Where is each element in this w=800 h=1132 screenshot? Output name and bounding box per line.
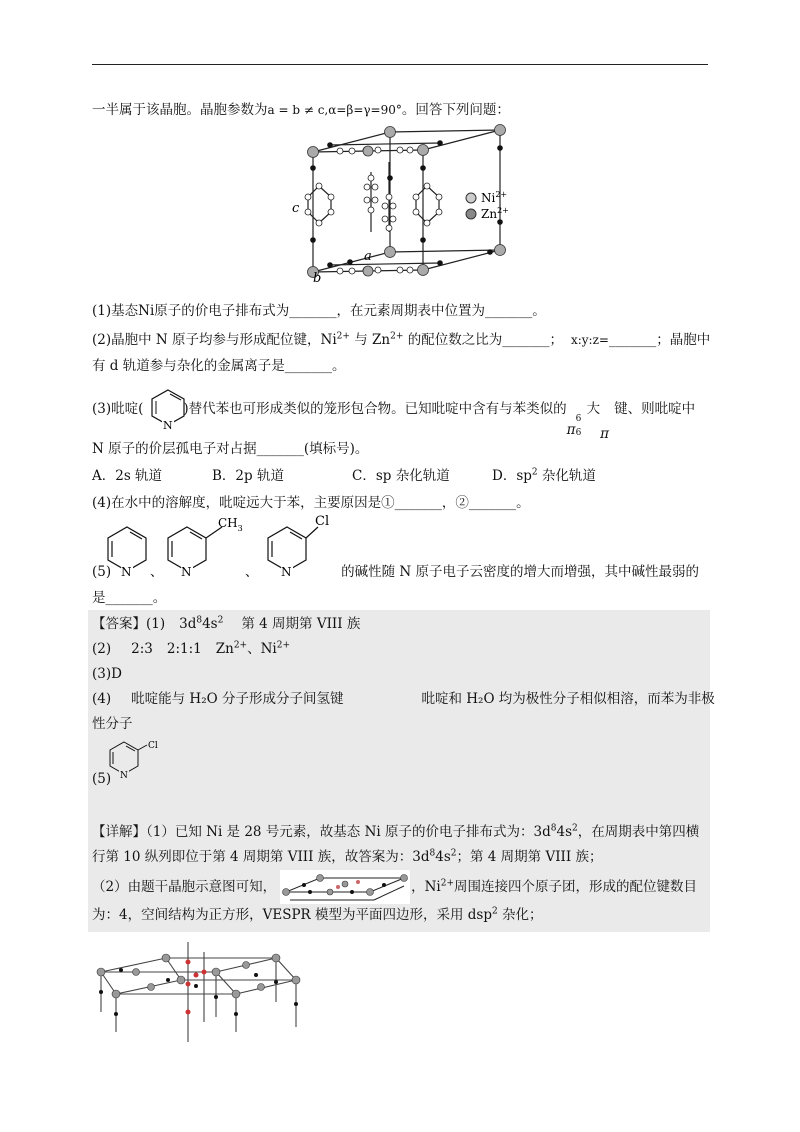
- detail-line-1: 【详解】（1）已知 Ni 是 28 号元素，故基态 Ni 原子的价电子排布式为：$3d^84s^2$，在周期表中第四横: [92, 823, 700, 840]
- option-d: D．$sp^2$ 杂化轨道: [492, 467, 596, 484]
- option-a: A．2s 轨道: [92, 468, 163, 484]
- layer-structure-figure: [96, 942, 311, 1042]
- ni-legend-label: $Ni^{2+}$: [481, 190, 508, 205]
- n-label-3: N: [281, 565, 292, 579]
- axis-label-c: c: [292, 201, 300, 216]
- option-c: C．sp 杂化轨道: [352, 468, 450, 484]
- answer-5-cl-label: Cl: [148, 741, 158, 751]
- n-label-2: N: [181, 565, 192, 579]
- separator-2: 、: [245, 565, 259, 580]
- options-row: [92, 467, 596, 485]
- header-rule: [92, 64, 708, 65]
- cl-label: Cl: [315, 514, 330, 529]
- detail-line-4: 为：4，空间结构为正方形，VESPR 模型为平面四边形，采用 dsp$^2$ 杂化；: [92, 906, 543, 923]
- ch3-label: $CH_3$: [218, 516, 243, 533]
- answer-5: (5): [92, 771, 112, 787]
- question-1: (1)基态Ni原子的价电子排布式为_______，在元素周期表中位置为_______。: [92, 303, 546, 319]
- pyridine-n-label: N: [163, 419, 173, 430]
- question-3-line-2: N 原子的价层孤电子对占据_______(填标号)。: [92, 441, 369, 457]
- answer-4-line-2: 性分子: [92, 716, 133, 732]
- question-2-line-2: 有 d 轨道参与杂化的金属离子是_______。: [92, 358, 346, 374]
- axis-label-a: a: [364, 249, 372, 264]
- question-5-line-1: (5) 的碱性随 N 原子电子云密度的增大而增强，其中碱性最弱的: [92, 564, 700, 580]
- zn-legend-marker: [466, 209, 476, 219]
- zn-legend-label: $Zn^{2+}$: [481, 206, 509, 221]
- question-2-line-1: (2)晶胞中 N 原子均参与形成配位键，$Ni^{2+}$ 与 $Zn^{2+}$ 的配位数之比为_______； x:y:z=_______；晶胞中: [92, 331, 711, 348]
- detail-line-2: 行第 10 纵列即位于第 4 周期第 VIII 族，故答案为：$3d^84s^2$；第 4 周期第 VIII 族；: [92, 848, 603, 865]
- separator-1: 、: [150, 565, 164, 580]
- answer-5-structure: [106, 738, 166, 780]
- ni-legend-marker: [466, 193, 476, 203]
- cell-params: a = b ≠ c,α=β=γ=90°: [267, 103, 402, 117]
- question-3-line-1: (3)吡啶( )替代苯也可形成类似的笼形包合物。已知吡啶中含有与苯类似的 π 6 6 大 π 键、则吡啶中: [92, 401, 696, 442]
- question-5-line-2: 是_______。: [92, 590, 167, 606]
- question-4: (4)在水中的溶解度，吡啶远大于苯，主要原因是①_______，②_______。: [92, 495, 530, 511]
- answer-4-line-1: (4) 吡啶能与 H₂O 分子形成分子间氢键 吡啶和 H₂O 均为极性分子相似相溶，而苯为非极: [92, 691, 715, 707]
- intro-text: 一半属于该晶胞。晶胞参数为: [92, 102, 268, 118]
- pyridine-structure-q3: [148, 386, 188, 430]
- answer-5-n-label: N: [120, 771, 128, 780]
- answer-2: (2) 2:3 2:1:1 $Zn^{2+}$、$Ni^{2+}$: [92, 640, 291, 657]
- axis-label-b: b: [313, 271, 322, 286]
- detail-line-3: （2）由题干晶胞示意图可知， ，$Ni^{2+}$周围连接四个原子团，形成的配位键数目: [92, 878, 698, 895]
- option-b: B．2p 轨道: [212, 468, 284, 484]
- answer-1: 【答案】(1) $3d^84s^2$ 第 4 周期第 VIII 族: [92, 615, 361, 632]
- n-label-1: N: [121, 565, 132, 579]
- answer-3: (3)D: [92, 666, 122, 682]
- intro-tail: 。回答下列问题：: [401, 102, 510, 118]
- intro-line: [92, 101, 510, 119]
- crystal-cell-figure: [290, 122, 530, 287]
